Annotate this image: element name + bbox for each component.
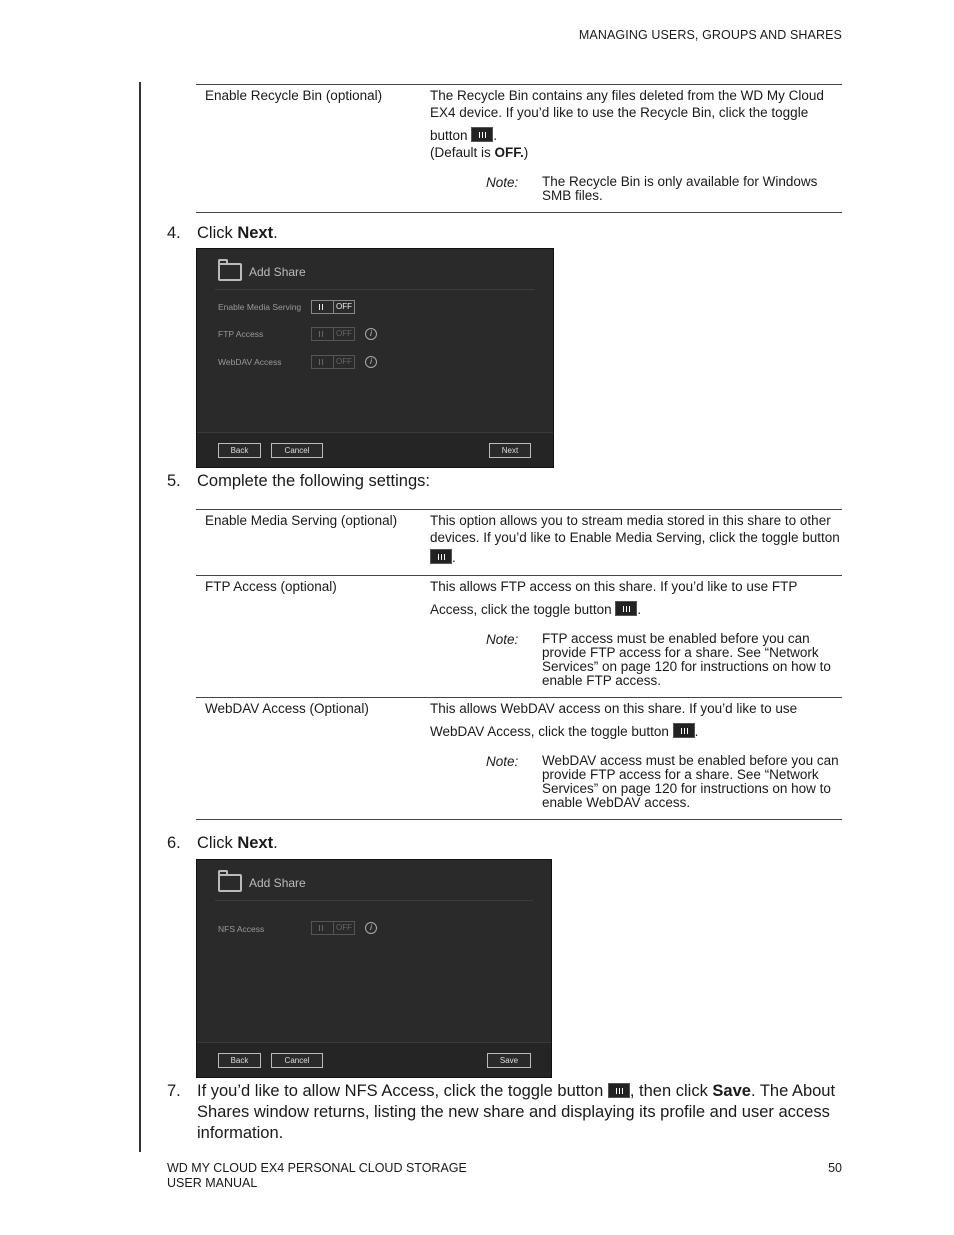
info-icon[interactable]: i [365,922,377,934]
save-button[interactable]: Save [487,1053,531,1068]
webdav-note: WebDAV access must be enabled before you can provide FTP access for a share. See “Network Services” on page 120 for instructions on how to enable WebDAV access. [542,753,839,810]
ftp-note: FTP access must be enabled before you can provide FTP access for a share. See “Network Services” on page 120 for instructions on how to enable FTP access. [542,631,831,688]
table-rule [196,819,842,820]
toggle-button-icon [430,549,452,564]
ftp-row-label: FTP Access (optional) [205,579,337,594]
add-share-screenshot-2 [196,859,552,1078]
toggle-button-icon [673,723,695,738]
info-icon[interactable]: i [365,356,377,368]
webdav-access-label: WebDAV Access [218,357,282,367]
webdav-access-toggle[interactable]: OFF [311,355,355,369]
folder-icon [218,874,242,892]
recycle-bin-label: Enable Recycle Bin (optional) [205,88,383,103]
add-share-screenshot-1 [196,248,554,468]
toggle-button-icon [471,127,493,142]
page-footer: WD MY CLOUD EX4 PERSONAL CLOUD STORAGE USER MANUAL [167,1161,467,1190]
media-serving-label: Enable Media Serving [218,302,302,312]
ftp-access-toggle[interactable]: OFF [311,327,355,341]
ftp-description: This allows FTP access on this share. If you’d like to use FTP Access, click the toggle button . [430,579,798,617]
table-rule [196,509,842,510]
dialog-title: Add Share [249,876,306,890]
folder-icon [218,263,242,281]
next-button[interactable]: Next [489,443,531,458]
recycle-bin-description: The Recycle Bin contains any files deleted from the WD My Cloud EX4 device. If you’d like to use the Recycle Bin, click the toggle button . (Default is OFF.) [430,88,824,160]
dialog-footer [197,1042,551,1077]
nfs-access-toggle[interactable]: OFF [311,921,355,935]
toggle-button-icon [608,1083,630,1098]
toggle-button-icon [615,601,637,616]
recycle-bin-note: The Recycle Bin is only available for Windows SMB files. [542,174,818,203]
margin-rule [139,82,141,1152]
ftp-access-label: FTP Access [218,329,264,339]
step-number: 4. [167,224,181,242]
table-rule [196,84,842,85]
webdav-description: This allows WebDAV access on this share. If you’d like to use WebDAV Access, click the toggle button . [430,701,798,739]
note-label: Note: [486,632,519,647]
back-button[interactable]: Back [218,443,261,458]
step-7-text: If you’d like to allow NFS Access, click the toggle button , then click Save. The About Shares window returns, listing the new share and displaying its profile and user access information. [197,1082,836,1142]
media-serving-row-label: Enable Media Serving (optional) [205,513,398,528]
back-button[interactable]: Back [218,1053,261,1068]
dialog-title: Add Share [249,265,306,279]
table-rule [196,212,842,213]
step-6-text: Click Next. [197,834,278,852]
note-label: Note: [486,754,519,769]
cancel-button[interactable]: Cancel [271,1053,323,1068]
step-number: 5. [167,472,181,490]
nfs-access-label: NFS Access [218,924,265,934]
step-5-text: Complete the following settings: [197,472,430,490]
webdav-row-label: WebDAV Access (Optional) [205,701,369,716]
media-serving-description: This option allows you to stream media stored in this share to other devices. If you’d like to Enable Media Serving, click the toggle button . [430,513,840,565]
cancel-button[interactable]: Cancel [271,443,323,458]
step-number: 7. [167,1082,181,1100]
media-serving-toggle[interactable]: OFF [311,300,355,314]
info-icon[interactable]: i [365,328,377,340]
page-number: 50 [828,1161,842,1175]
running-header: MANAGING USERS, GROUPS AND SHARES [578,28,842,42]
step-4-text: Click Next. [197,224,278,242]
step-number: 6. [167,834,181,852]
dialog-footer [197,432,553,467]
table-rule [196,697,842,698]
table-rule [196,575,842,576]
note-label: Note: [486,175,519,190]
